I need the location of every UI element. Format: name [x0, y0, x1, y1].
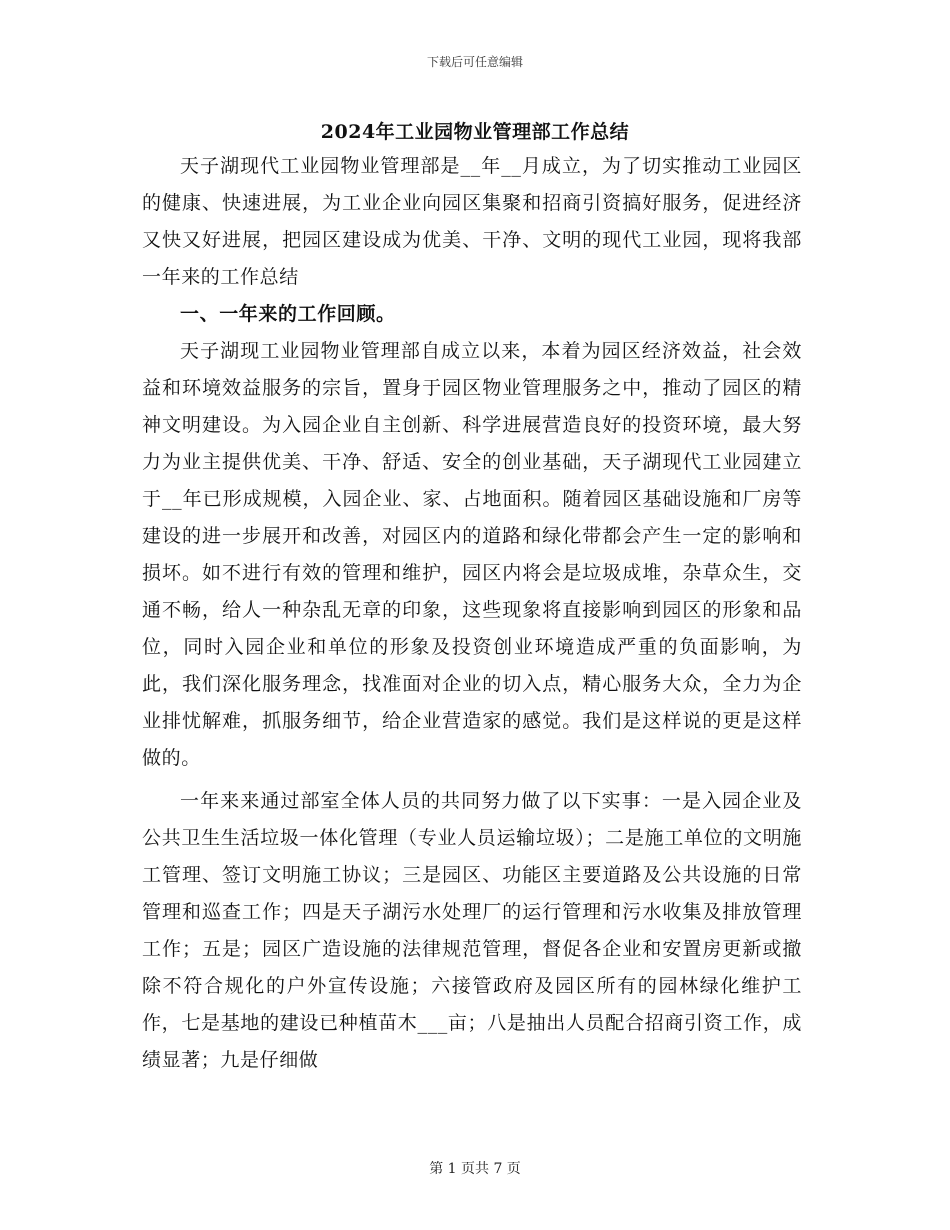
paragraph-review: 天子湖现工业园物业管理部自成立以来，本着为园区经济效益，社会效益和环境效益服务的宗旨，置身于园区物业管理服务之中，推动了园区的精神文明建设。为入园企业自主创新、科学进展营造良好的投资环境，最大努力为业主提供优美、干净、舒适、安全的创业基础，天子湖现代工业园建立于__年已形成规模，入园企业、家、占地面积。随着园区基础设施和厂房等建设的进一步展开和改善，对园区内的道路和绿化带都会产生一定的影响和损坏。如不进行有效的管理和维护，园区内将会是垃圾成堆，杂草众生，交通不畅，给人一种杂乱无章的印象，这些现象将直接影响到园区的形象和品位，同时入园企业和单位的形象及投资创业环境造成严重的负面影响，为此，我们深化服务理念，找准面对企业的切入点，精心服务大众，全力为企业排忧解难，抓服务细节，给企业营造家的感觉。我们是这样说的更是这样做的。 [142, 340, 802, 769]
page-footer: 第 1 页共 7 页 [429, 1161, 521, 1177]
section-heading: 一、一年来的工作回顾。 [180, 303, 396, 325]
paragraph-achievements: 一年来来通过部室全体人员的共同努力做了以下实事：一是入园企业及公共卫生生活垃圾一体化管理（专业人员运输垃圾）；二是施工单位的文明施工管理、签订文明施工协议；三是园区、功能区主要道路及公共设施的日常管理和巡查工作；四是天子湖污水处理厂的运行管理和污水收集及排放管理工作；五是；园区广造设施的法律规范管理，督促各企业和安置房更新或撤除不符合规化的户外宣传设施；六接管政府及园区所有的园林绿化维护工作，七是基地的建设已种植苗木___亩；八是抽出人员配合招商引资工作，成绩显著；九是仔细做 [142, 790, 802, 1071]
document-body [142, 148, 802, 1079]
header-note: 下载后可任意编辑 [426, 55, 523, 69]
paragraph-intro: 天子湖现代工业园物业管理部是__年__月成立，为了切实推动工业园区的健康、快速进展，为工业企业向园区集聚和招商引资搞好服务，促进经济又快又好进展，把园区建设成为优美、干净、文明的现代工业园，现将我部一年来的工作总结 [142, 155, 802, 288]
document-title: 2024年工业园物业管理部工作总结 [320, 121, 630, 143]
